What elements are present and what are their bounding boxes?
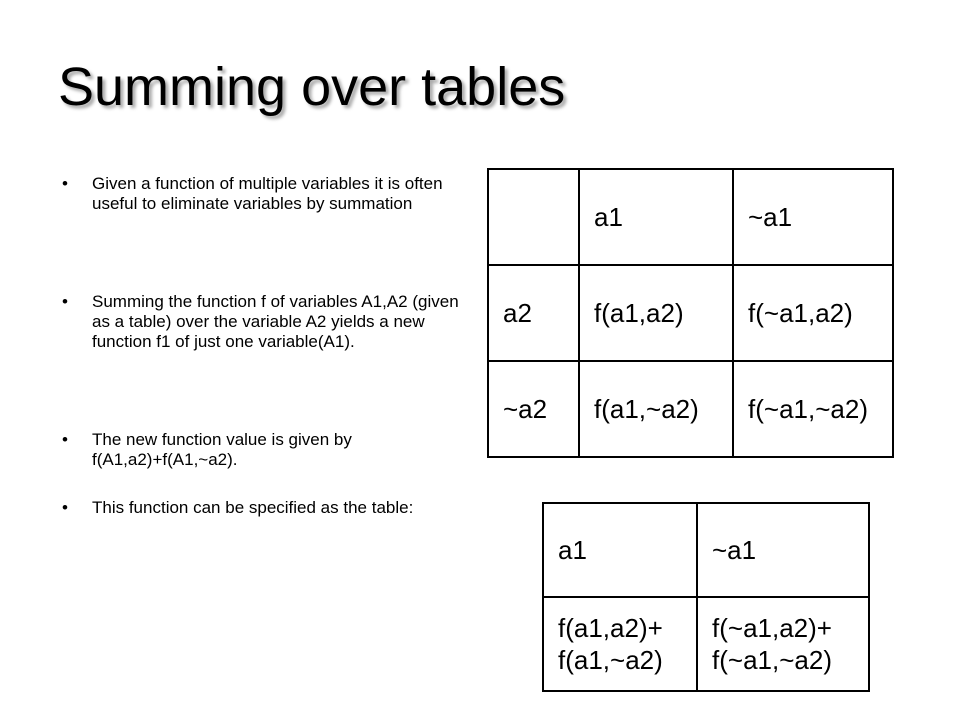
bullet-dot-icon: •	[62, 174, 68, 193]
table-cell	[543, 597, 697, 691]
table-row-label: a2	[488, 265, 579, 361]
table-cell: f(a1,~a2)	[579, 361, 733, 457]
table-row	[488, 265, 893, 361]
table-header-cell: a1	[543, 503, 697, 597]
bullet-text: This function can be specified as the table:	[92, 498, 414, 517]
bullet-dot-icon: •	[62, 292, 68, 311]
cell-line: f(~a1,a2)+	[712, 613, 832, 643]
table-header-cell: ~a1	[697, 503, 869, 597]
table-cell	[697, 597, 869, 691]
table-row-label: ~a2	[488, 361, 579, 457]
table-row	[488, 361, 893, 457]
cell-line: f(~a1,~a2)	[712, 645, 832, 675]
bullet-text: Summing the function f of variables A1,A2 (given as a table) over the variable A2 yields a new function f1 of just one variable(A1).	[92, 292, 459, 351]
table-row	[543, 597, 869, 691]
bullet-dot-icon: •	[62, 498, 68, 517]
table-header-cell: a1	[579, 169, 733, 265]
table-corner-cell	[488, 169, 579, 265]
summed-function-table	[542, 502, 870, 692]
table-header-row	[488, 169, 893, 265]
cell-line: f(a1,a2)+	[558, 613, 663, 643]
table-cell: f(~a1,~a2)	[733, 361, 893, 457]
slide-title: Summing over tables	[58, 57, 566, 117]
table-cell: f(~a1,a2)	[733, 265, 893, 361]
cell-line: f(a1,~a2)	[558, 645, 663, 675]
bullet-text: The new function value is given by f(A1,a2)+f(A1,~a2).	[92, 430, 352, 469]
table-cell: f(a1,a2)	[579, 265, 733, 361]
joint-function-table	[487, 168, 894, 458]
bullet-text: Given a function of multiple variables it is often useful to eliminate variables by summation	[92, 174, 443, 213]
bullet-dot-icon: •	[62, 430, 68, 449]
table-header-row	[543, 503, 869, 597]
table-header-cell: ~a1	[733, 169, 893, 265]
